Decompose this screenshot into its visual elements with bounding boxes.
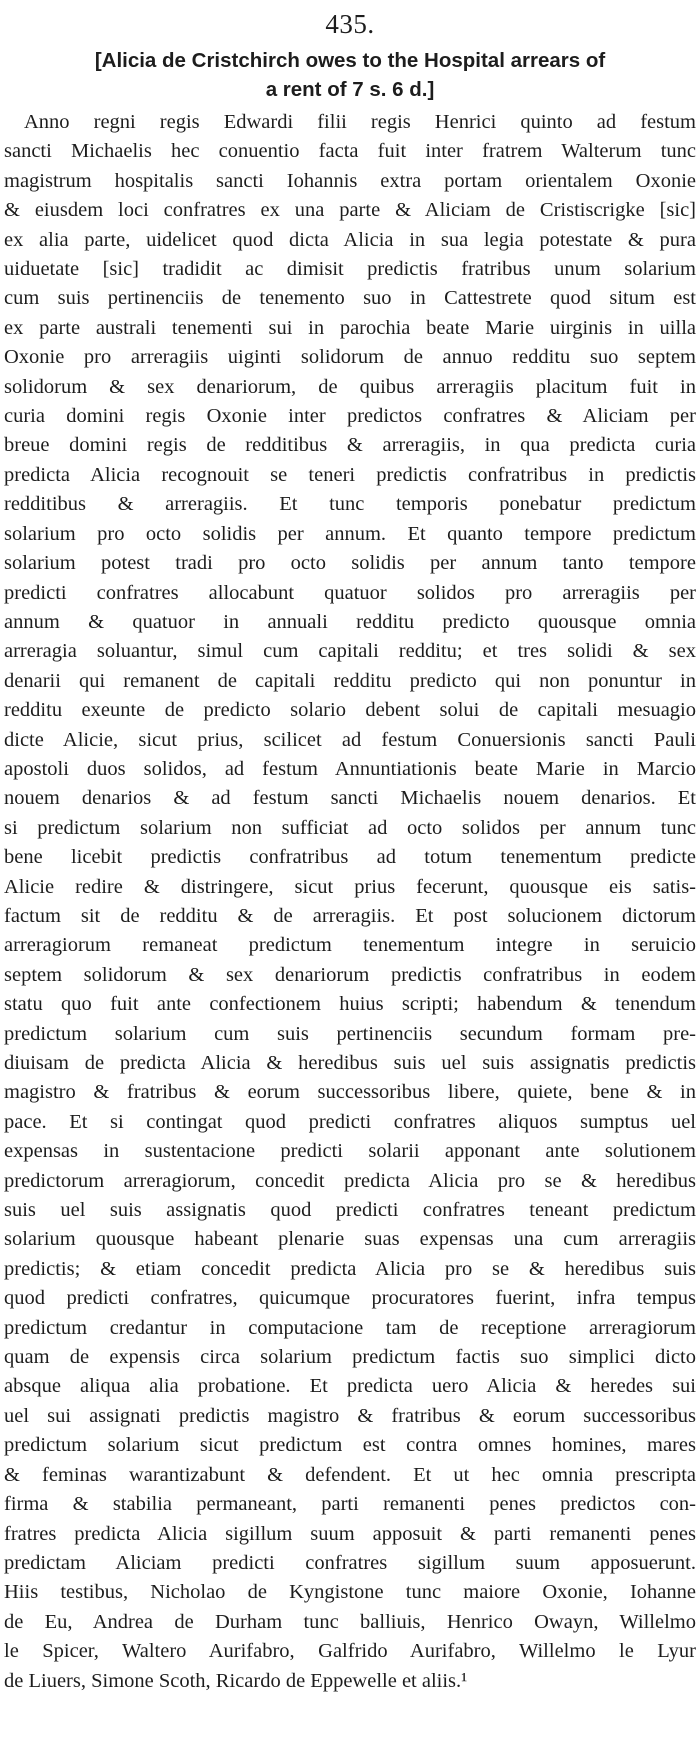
text-line: dicte Alicie, sicut prius, scilicet ad festum Conuersionis sancti Pauli (4, 728, 696, 751)
text-line: septem solidorum & sex denariorum predictis confratribus in eodem (4, 963, 696, 986)
text-line: firma & stabilia permaneant, parti remanenti penes predictos con- (4, 1493, 696, 1516)
text-line: predictis; & etiam concedit predicta Alicia pro se & heredibus suis (4, 1257, 696, 1280)
text-line: suis uel suis assignatis quod predicti confratres teneant predictum (4, 1199, 696, 1222)
text-line: predicta Alicia recognouit se teneri predictis confratribus in predictis (4, 463, 696, 486)
text-line: predictum solarium cum suis pertinenciis secundum formam pre- (4, 1022, 696, 1045)
text-line: absque aliqua alia probatione. Et predicta uero Alicia & heredes sui (4, 1375, 696, 1398)
text-line: le Spicer, Waltero Aurifabro, Galfrido Aurifabro, Willelmo le Lyur (4, 1640, 696, 1663)
page-number: 435. (325, 9, 375, 39)
charter-text (4, 108, 696, 1696)
text-line: Alicie redire & distringere, sicut prius fecerunt, quousque eis satis- (4, 875, 696, 898)
document-heading (4, 46, 696, 104)
text-line: ex alia parte, uidelicet quod dicta Alicia in sua legia potestate & pura (4, 228, 696, 251)
text-line: si predictum solarium non sufficiat ad octo solidos per annum tunc (4, 816, 696, 839)
text-line: quod predicti confratres, quicumque procuratores fuerint, infra tempus (4, 1287, 696, 1310)
text-line: & eiusdem loci confratres ex una parte & Aliciam de Cristiscrigke [sic] (4, 199, 696, 222)
text-line: breue domini regis de redditibus & arreragiis, in qua predicta curia (4, 434, 696, 457)
heading-line: [Alicia de Cristchirch owes to the Hospital arrears of (94, 49, 606, 72)
text-line: factum sit de redditu & de arreragiis. Et post solucionem dictorum (4, 904, 696, 927)
text-line: fratres predicta Alicia sigillum suum apposuit & parti remanenti penes (4, 1522, 696, 1545)
text-line: diuisam de predicta Alicia & heredibus suis uel suis assignatis predictis (4, 1052, 696, 1074)
text-line: arreragia soluantur, simul cum capitali redditu; et tres solidi & sex (4, 640, 696, 663)
text-line: denarii qui remanent de capitali redditu predicto qui non ponuntur in (4, 669, 696, 692)
text-line: solarium quousque habeant plenarie suas expensas una cum arreragiis (4, 1228, 696, 1251)
text-line: magistro & fratribus & eorum successoribus libere, quiete, bene & in (4, 1081, 696, 1104)
text-line: Oxonie pro arreragiis uiginti solidorum de annuo redditu suo septem (4, 346, 696, 369)
text-line: predictum credantur in computacione tam de receptione arreragiorum (4, 1316, 696, 1339)
text-line: predictam Aliciam predicti confratres sigillum suum apposuerunt. (4, 1551, 696, 1574)
text-line: Anno regni regis Edwardi filii regis Henrici quinto ad festum (24, 111, 696, 133)
text-line: bene licebit predictis confratribus ad totum tenementum predicte (4, 846, 696, 869)
text-line: sancti Michaelis hec conuentio facta fuit inter fratrem Walterum tunc (4, 140, 696, 163)
text-line: uel sui assignati predictis magistro & fratribus & eorum successoribus (4, 1404, 696, 1427)
text-line: magistrum hospitalis sancti Iohannis extra portam orientalem Oxonie (4, 169, 696, 192)
text-line: quam de expensis circa solarium predictum factis suo simplici dicto (4, 1346, 696, 1369)
text-line: redditibus & arreragiis. Et tunc temporis ponebatur predictum (4, 493, 696, 516)
heading-line: a rent of 7 s. 6 d.] (265, 78, 435, 101)
text-line: apostoli duos solidos, ad festum Annuntiationis beate Marie in Marcio (4, 757, 696, 780)
text-line: predicti confratres allocabunt quatuor solidos pro arreragiis per (4, 581, 696, 604)
text-line: uiduetate [sic] tradidit ac dimisit predictis fratribus unum solarium (4, 258, 696, 281)
text-line: arreragiorum remaneat predictum tenementum integre in seruicio (4, 934, 696, 957)
text-line: solidorum & sex denariorum, de quibus arreragiis placitum fuit in (4, 375, 696, 398)
text-line: solarium potest tradi pro octo solidis per annum tanto tempore (4, 552, 696, 575)
text-line: nouem denarios & ad festum sancti Michaelis nouem denarios. Et (4, 787, 696, 810)
text-line: ex parte australi tenementi sui in parochia beate Marie uirginis in uilla (4, 316, 696, 339)
text-line: curia domini regis Oxonie inter predictos confratres & Aliciam per (4, 405, 696, 428)
text-line: pace. Et si contingat quod predicti confratres aliquos sumptus uel (4, 1110, 696, 1133)
text-line: & feminas warantizabunt & defendent. Et ut hec omnia prescripta (4, 1463, 696, 1486)
text-line: annum & quatuor in annuali redditu predicto quousque omnia (4, 610, 696, 633)
text-line: redditu exeunte de predicto solario debent solui de capitali mesuagio (4, 699, 696, 722)
text-line: predictum solarium sicut predictum est contra omnes homines, mares (4, 1434, 696, 1457)
text-line: solarium pro octo solidis per annum. Et quanto tempore predictum (4, 522, 696, 545)
text-line: statu quo fuit ante confectionem huius scripti; habendum & tenendum (4, 993, 696, 1016)
text-line: de Eu, Andrea de Durham tunc balliuis, Henrico Owayn, Willelmo (4, 1610, 696, 1633)
text-line: cum suis pertinenciis de tenemento suo in Cattestrete quod situm est (4, 287, 696, 310)
text-line: de Liuers, Simone Scoth, Ricardo de Eppewelle et aliis.¹ (4, 1669, 468, 1692)
text-line: expensas in sustentacione predicti solarii apponant ante solutionem (4, 1140, 696, 1163)
text-line: predictorum arreragiorum, concedit predicta Alicia pro se & heredibus (4, 1169, 696, 1192)
text-line: Hiis testibus, Nicholao de Kyngistone tunc maiore Oxonie, Iohanne (4, 1581, 696, 1604)
